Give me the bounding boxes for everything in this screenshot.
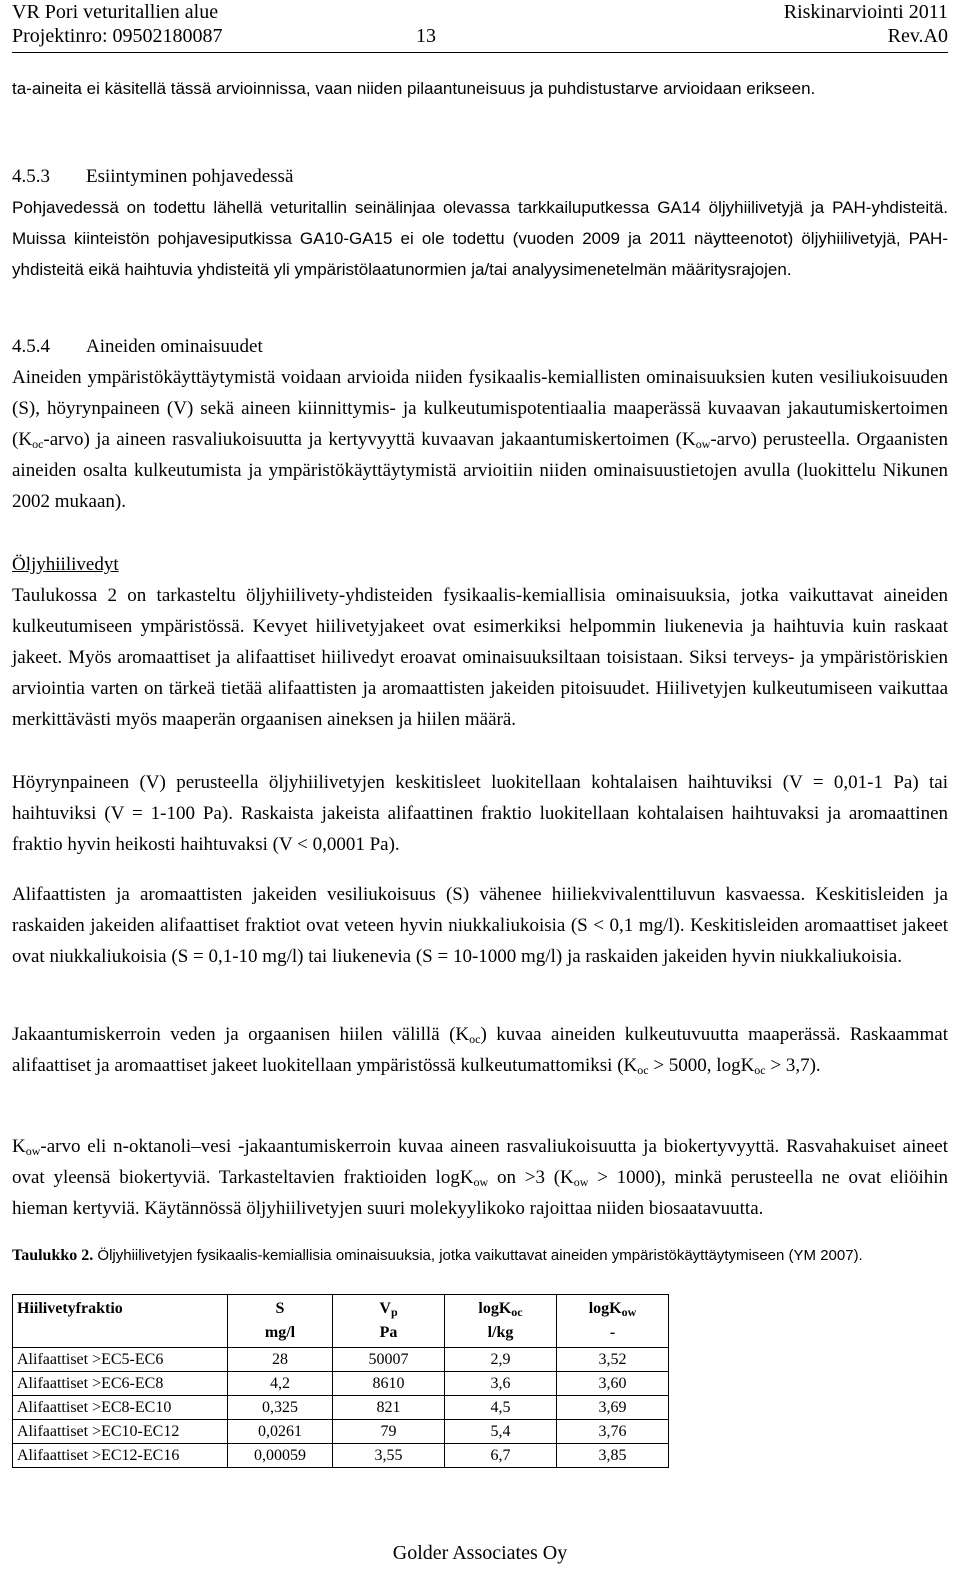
table-header-row: [13, 1295, 669, 1348]
table-cell: 2,9: [445, 1348, 557, 1372]
oil-paragraph-4: Jakaantumiskerroin veden ja orgaanisen hiilen välillä $(K_{oc})$ kuvaa aineiden kulkeutuvuutta maaperässä. Raskaammat alifaattiset ja aromaattiset jakeet luokitellaan ympäristössä kulkeutumattomiksi ($K_{oc} > 5000$, logK$_{oc}$ > 3,7).: [12, 1024, 949, 1077]
table-header-cell: S mg/l: [228, 1295, 333, 1348]
oil-paragraph-2-wrap: [12, 767, 948, 860]
table-row: [13, 1396, 669, 1420]
oil-paragraph-2: Höyrynpaineen (V) perusteella öljyhiilivetyjen keskitisleet luokitellaan kohtalaisen haihtuviksi (V = 0,01-1 Pa) tai haihtuviksi (V = 1-100 Pa). Raskaista jakeista alifaattinen fraktio luokitellaan kohtalaisen haihtuvaksi ja aromaattinen fraktio hyvin heikosti haihtuvaksi (V < 0,0001 Pa).: [12, 772, 948, 855]
table-caption-text: Öljyhiilivetyjen fysikaalis-kemiallisia ominaisuuksia, jotka vaikuttavat aineiden ympäristökäyttäytymiseen (YM 2007).: [97, 1247, 863, 1264]
section-title: Aineiden ominaisuudet: [86, 336, 263, 357]
table-cell: 28: [228, 1348, 333, 1372]
table-cell: Alifaattiset >EC6-EC8: [13, 1372, 228, 1396]
section-body: Aineiden ympäristökäyttäytymistä voidaan arvioida niiden fysikaalis-kemiallisten ominaisuuksien kuten vesiliukoisuuden (S), höyrynpaineen (V) sekä aineen kiinnittymis- ja kulkeutumispotentiaalia maaperässä kuvaavan jakautumiskertoimen $(K_{oc}-arvo)$ ja aineen rasvaliukoisuutta ja kertyvyyttä kuvaavan jakaantumiskertoimen $(K_{ow}-arvo)$ perusteella. Orgaanisten aineiden osalta kulkeutumista ja ympäristökäyttäytymistä arvioitiin niiden ominaisuustietojen avulla (luokittelu Nikunen 2002 mukaan).: [12, 367, 948, 512]
header-page-number: 13: [416, 25, 436, 47]
section-heading: [12, 331, 948, 362]
table-cell: 4,2: [228, 1372, 333, 1396]
table-cell: 3,52: [557, 1348, 669, 1372]
table-cell: 79: [333, 1420, 445, 1444]
table-cell: Alifaattiset >EC12-EC16: [13, 1444, 228, 1468]
table-cell: 3,55: [333, 1444, 445, 1468]
properties-table: [12, 1294, 669, 1468]
table-row: [13, 1444, 669, 1468]
table-caption: [12, 1244, 948, 1267]
header-project: Projektinro: 09502180087: [12, 25, 223, 47]
table-cell: Alifaattiset >EC8-EC10: [13, 1396, 228, 1420]
table-caption-label: Taulukko 2.: [12, 1247, 94, 1264]
oil-paragraph-3-wrap: [12, 879, 948, 972]
table-cell: 3,76: [557, 1420, 669, 1444]
table-cell: 6,7: [445, 1444, 557, 1468]
subsection-heading: Öljyhiilivedyt: [12, 554, 119, 575]
table-cell: 821: [333, 1396, 445, 1420]
section-heading: [12, 161, 948, 192]
table-row: [13, 1348, 669, 1372]
table-header-cell: logK$_{oc}$ l/kg: [445, 1295, 557, 1348]
header-revision: Rev.A0: [887, 25, 948, 47]
header-report: Riskinarviointi 2011: [783, 1, 948, 23]
section-number: 4.5.4: [12, 336, 50, 357]
section-title: Esiintyminen pohjavedessä: [86, 166, 294, 187]
oil-paragraph-5: $K_{ow}$-arvo eli n-oktanoli–vesi -jakaantumiskerroin kuvaa aineen rasvaliukoisuutta ja biokertyvyyttä. Rasvahakuiset aineet ovat yleensä biokertyviä. Tarkasteltavien fraktioiden logK$_{ow}$ on >3 $(K_{ow} > 1000)$, minkä perusteella ne ovat eliöihin hieman kertyviä. Käytännössä öljyhiilivetyjen suuri molekyylikoko rajoittaa niiden biosaatavuutta.: [12, 1136, 948, 1219]
table-header-cell: Hiilivetyfraktio: [13, 1295, 228, 1348]
table-cell: 3,69: [557, 1396, 669, 1420]
section-4-5-3: [12, 161, 948, 285]
intro-paragraph: [12, 73, 948, 104]
table-cell: 4,5: [445, 1396, 557, 1420]
table-cell: 50007: [333, 1348, 445, 1372]
intro-text: ta-aineita ei käsitellä tässä arvioinnissa, vaan niiden pilaantuneisuus ja puhdistustarve arvioidaan erikseen.: [12, 79, 816, 98]
table-cell: 3,85: [557, 1444, 669, 1468]
oil-paragraph-4-wrap: [12, 1019, 948, 1081]
table-cell: 8610: [333, 1372, 445, 1396]
table-row: [13, 1372, 669, 1396]
oil-paragraph-5-block: [12, 1131, 948, 1224]
section-body: Pohjavedessä on todettu lähellä veturitallin seinälinjaa olevassa tarkkailuputkessa GA14 öljyhiilivetyjä ja PAH-yhdisteitä. Muissa kiinteistön pohjavesiputkissa GA10-GA15 ei ole todettu (vuoden 2009 ja 2011 näytteenotot) öljyhiilivetyjä, PAH-yhdisteitä eikä haihtuvia yhdisteitä yli ympäristölaatunormien ja/tai analyysimenetelmän määritysrajojen.: [12, 198, 948, 279]
section-4-5-4: [12, 331, 948, 517]
table-cell: 0,00059: [228, 1444, 333, 1468]
header-rule: [12, 52, 948, 53]
oil-section: [12, 549, 948, 735]
oil-paragraph-3: Alifaattisten ja aromaattisten jakeiden vesiliukoisuus (S) vähenee hiiliekvivalenttiluvun kasvaessa. Keskitisleiden ja raskaiden jakeiden alifaattiset fraktiot ovat veteen hyvin niukkaliukoisia (S < 0,1 mg/l). Keskitisleiden aromaattiset jakeet ovat niukkaliukoisia (S = 0,1-10 mg/l) tai liukenevia (S = 10-1000 mg/l) ja raskaiden jakeiden hyvin niukkaliukoisia.: [12, 884, 948, 967]
table-row: [13, 1420, 669, 1444]
table-cell: 3,60: [557, 1372, 669, 1396]
page-footer: Golder Associates Oy: [392, 1542, 568, 1564]
header-client: VR Pori veturitallien alue: [12, 1, 219, 23]
table-cell: 3,6: [445, 1372, 557, 1396]
table-cell: 5,4: [445, 1420, 557, 1444]
table-header-cell: $V_p$ Pa: [333, 1295, 445, 1348]
oil-paragraph-1: Taulukossa 2 on tarkasteltu öljyhiilivety-yhdisteiden fysikaalis-kemiallisia ominaisuuksia, jotka vaikuttavat aineiden kulkeutumiseen ympäristössä. Kevyet hiilivetyjakeet ovat esimerkiksi helpommin liukenevia ja haihtuvia kuin raskaat jakeet. Myös aromaattiset ja alifaattiset hiilivedyt eroavat ominaisuuksiltaan toisistaan. Siksi terveys- ja ympäristöriskien arviointia varten on tärkeä tietää alifaattisten ja aromaattisten jakeiden pitoisuudet. Hiilivetyjen kulkeutumiseen vaikuttaa merkittävästi myös maaperän orgaanisen aineksen ja hiilen määrä.: [12, 585, 948, 730]
table-cell: 0,325: [228, 1396, 333, 1420]
table-header-cell: logK$_{ow}$ -: [557, 1295, 669, 1348]
table-cell: Alifaattiset >EC10-EC12: [13, 1420, 228, 1444]
section-number: 4.5.3: [12, 166, 50, 187]
table-cell: 0,0261: [228, 1420, 333, 1444]
table-cell: Alifaattiset >EC5-EC6: [13, 1348, 228, 1372]
